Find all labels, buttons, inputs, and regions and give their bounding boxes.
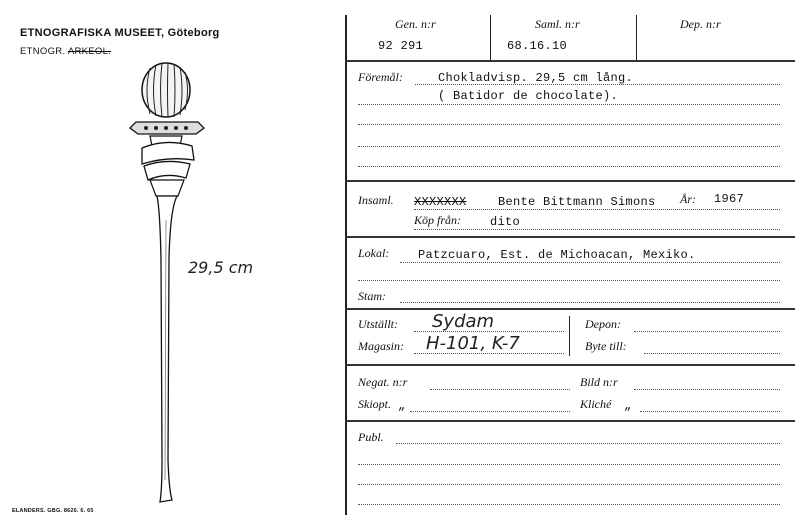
foremal-line-1: Chokladvisp. 29,5 cm lång. <box>438 71 634 85</box>
magasin-label: Magasin: <box>358 339 404 353</box>
rule <box>415 84 780 85</box>
insaml-value: Bente Bittmann Simons <box>498 195 656 209</box>
rule <box>414 229 780 230</box>
rule <box>414 209 780 210</box>
rule <box>400 302 780 303</box>
section-rule <box>345 420 795 422</box>
insaml-struck: XXXXXXX <box>414 195 467 209</box>
depon-label: Depon: <box>585 317 621 331</box>
rule <box>358 124 780 125</box>
lokal-label: Lokal: <box>358 246 390 260</box>
bild-label: Bild n:r <box>580 375 618 389</box>
section-rule <box>345 364 795 366</box>
publ-label: Publ. <box>358 430 384 444</box>
chocolate-whisk-drawing <box>120 60 220 510</box>
rule <box>358 104 780 105</box>
rule <box>358 504 780 505</box>
utstallt-label: Utställt: <box>358 317 399 331</box>
stam-label: Stam: <box>358 289 386 303</box>
rule <box>640 411 780 412</box>
rule <box>414 331 564 332</box>
skiopt-value: „ <box>398 399 406 413</box>
department-prefix: ETNOGR. <box>20 46 66 57</box>
rule <box>358 146 780 147</box>
section-rule <box>345 180 795 182</box>
kop-label: Köp från: <box>414 213 462 227</box>
dep-nr-label: Dep. n:r <box>680 17 721 31</box>
section-rule <box>345 236 795 238</box>
negat-label: Negat. n:r <box>358 375 408 389</box>
rule <box>410 411 570 412</box>
saml-nr-label: Saml. n:r <box>535 17 580 31</box>
museum-name: ETNOGRAFISKA MUSEET, Göteborg <box>20 27 220 39</box>
foremal-label: Föremål: <box>358 70 403 84</box>
header-rule <box>345 60 795 62</box>
header-divider-2 <box>636 15 637 60</box>
kop-value: dito <box>490 215 521 229</box>
rule <box>358 484 780 485</box>
insaml-label: Insaml. <box>358 193 394 207</box>
foremal-line-2: ( Batidor de chocolate). <box>438 89 619 103</box>
department-struck: ARKEOL. <box>67 46 112 57</box>
ar-label: År: <box>680 192 696 206</box>
rule <box>358 464 780 465</box>
header-divider-1 <box>490 15 491 60</box>
card-left-border <box>345 15 347 515</box>
gen-nr-value: 92 291 <box>378 39 424 53</box>
lokal-value: Patzcuaro, Est. de Michoacan, Mexiko. <box>418 248 696 262</box>
rule <box>634 331 780 332</box>
byte-label: Byte till: <box>585 339 627 353</box>
kliche-label: Kliché <box>580 397 612 411</box>
rule <box>634 389 780 390</box>
measurement-note: 29,5 cm <box>188 258 254 277</box>
magasin-value: H-101, K-7 <box>426 333 520 354</box>
rule <box>414 353 564 354</box>
rule <box>396 443 780 444</box>
section-rule <box>345 308 795 310</box>
rule <box>644 353 780 354</box>
department-line <box>20 46 111 57</box>
saml-nr-value: 68.16.10 <box>507 39 568 53</box>
gen-nr-label: Gen. n:r <box>395 17 436 31</box>
printer-line: ELANDERS. GBG. 8626. 6. 65 <box>12 508 94 514</box>
utstallt-divider <box>569 316 570 356</box>
kliche-value: „ <box>624 399 632 413</box>
rule <box>358 280 780 281</box>
rule <box>400 262 780 263</box>
rule <box>358 166 780 167</box>
skiopt-label: Skiopt. <box>358 397 391 411</box>
rule <box>430 389 570 390</box>
ar-value: 1967 <box>714 192 745 206</box>
utstallt-value: Sydam <box>432 311 495 332</box>
